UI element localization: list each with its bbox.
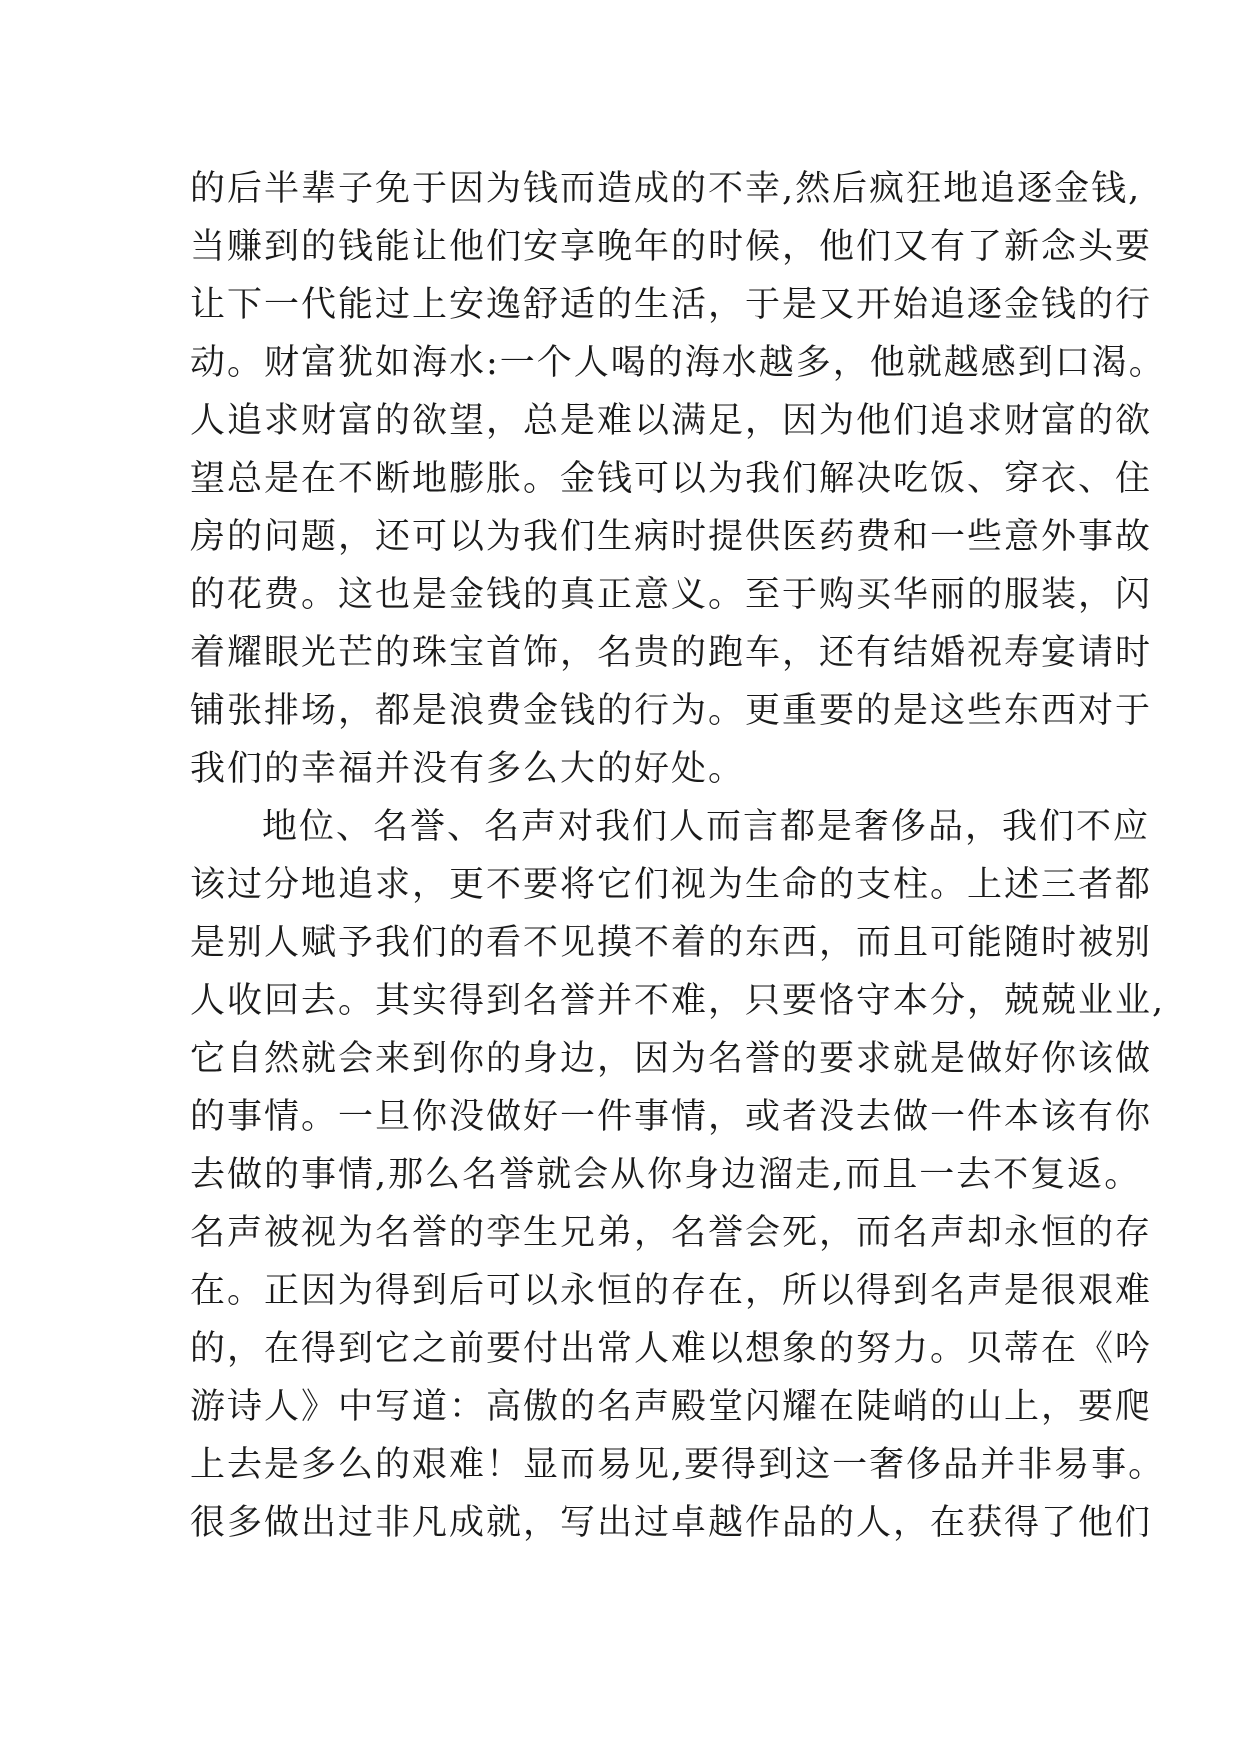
text-line: 铺张排场，都是浪费金钱的行为。更重要的是这些东西对于 bbox=[190, 691, 1153, 731]
text-line: 上去是多么的艰难！显而易见,要得到这一奢侈品并非易事。 bbox=[190, 1445, 1166, 1485]
text-line: 让下一代能过上安逸舒适的生活，于是又开始追逐金钱的行 bbox=[190, 285, 1153, 325]
text-line: 的事情。一旦你没做好一件事情，或者没去做一件本该有你 bbox=[190, 1097, 1153, 1137]
text-line: 人追求财富的欲望，总是难以满足，因为他们追求财富的欲 bbox=[190, 401, 1153, 441]
text-line: 很多做出过非凡成就，写出过卓越作品的人，在获得了他们 bbox=[190, 1503, 1153, 1543]
text-line: 它自然就会来到你的身边，因为名誉的要求就是做好你该做 bbox=[190, 1039, 1153, 1079]
text-line: 着耀眼光芒的珠宝首饰，名贵的跑车，还有结婚祝寿宴请时 bbox=[190, 633, 1153, 673]
text-line: 我们的幸福并没有多么大的好处。 bbox=[190, 749, 746, 789]
text-line: 动。财富犹如海水:一个人喝的海水越多，他就越感到口渴。 bbox=[190, 343, 1166, 383]
text-line: 去做的事情,那么名誉就会从你身边溜走,而且一去不复返。 bbox=[190, 1155, 1142, 1195]
text-line: 该过分地追求，更不要将它们视为生命的支柱。上述三者都 bbox=[190, 865, 1153, 905]
text-line: 的花费。这也是金钱的真正意义。至于购买华丽的服装，闪 bbox=[190, 575, 1153, 615]
text-line: 望总是在不断地膨胀。金钱可以为我们解决吃饭、穿衣、住 bbox=[190, 459, 1153, 499]
text-line: 的后半辈子免于因为钱而造成的不幸,然后疯狂地追逐金钱, bbox=[190, 169, 1142, 209]
body-text bbox=[190, 160, 1166, 1552]
text-line: 当赚到的钱能让他们安享晚年的时候，他们又有了新念头要 bbox=[190, 227, 1153, 267]
text-line: 名声被视为名誉的孪生兄弟，名誉会死，而名声却永恒的存 bbox=[190, 1213, 1153, 1253]
text-line: 房的问题，还可以为我们生病时提供医药费和一些意外事故 bbox=[190, 517, 1153, 557]
paragraph-start-line: 地位、名誉、名声对我们人而言都是奢侈品，我们不应 bbox=[262, 807, 1151, 847]
text-line: 的，在得到它之前要付出常人难以想象的努力。贝蒂在《吟 bbox=[190, 1329, 1153, 1369]
text-line: 人收回去。其实得到名誉并不难，只要恪守本分，兢兢业业, bbox=[190, 981, 1166, 1021]
text-line: 在。正因为得到后可以永恒的存在，所以得到名声是很艰难 bbox=[190, 1271, 1153, 1311]
text-line: 是别人赋予我们的看不见摸不着的东西，而且可能随时被别 bbox=[190, 923, 1153, 963]
text-line: 游诗人》中写道：高傲的名声殿堂闪耀在陡峭的山上，要爬 bbox=[190, 1387, 1153, 1427]
